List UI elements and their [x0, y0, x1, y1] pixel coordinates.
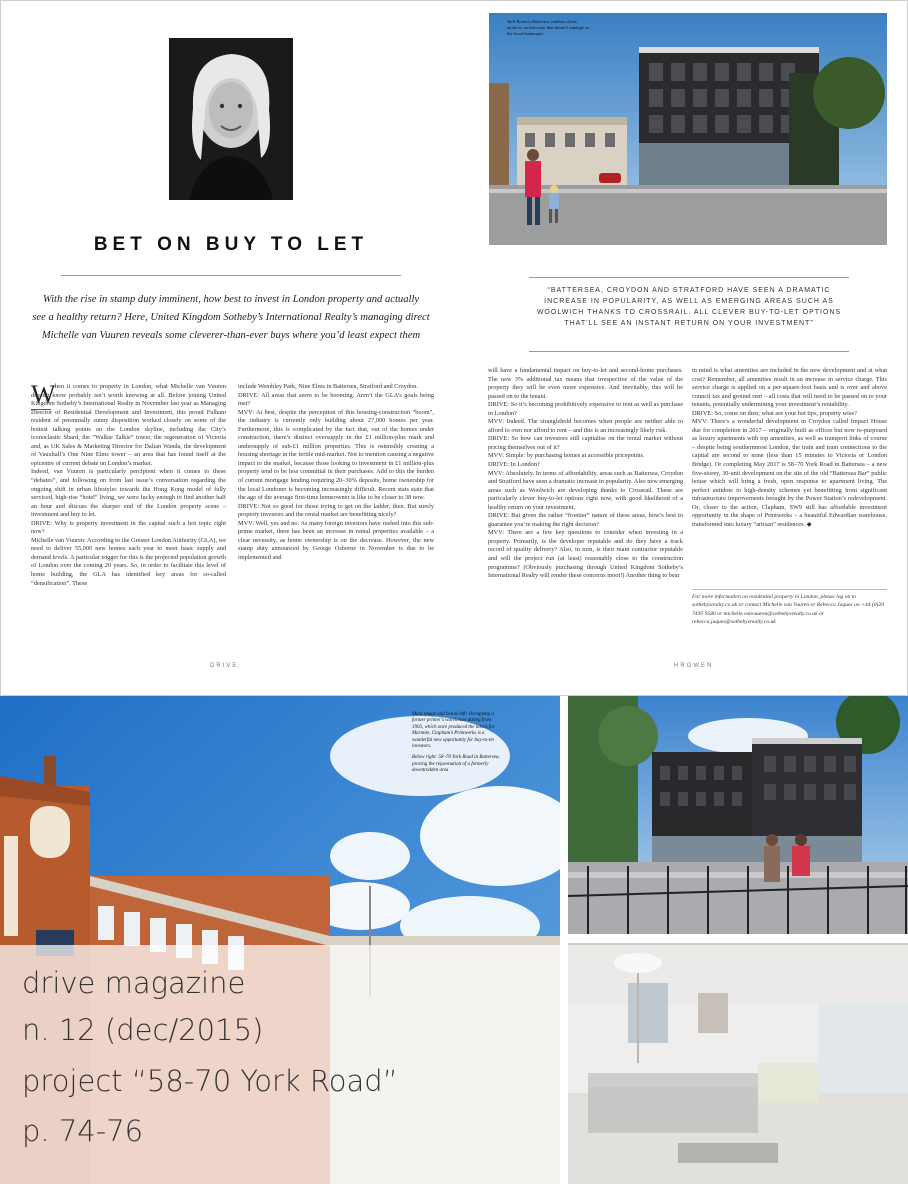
pull-quote: “BATTERSEA, CROYDON AND STRATFORD HAVE SEEN A DRAMATIC INCREASE IN POPULARITY, AS WELL AS EMERGING AREAS SUCH AS WOOLWICH THANKS TO CROSSRAIL. ALL CLEVER BUY-TO-LET OPTIONS THAT’LL SEE AN INSTANT RETURN ON YOUR INVESTMENT” — [536, 287, 842, 327]
article-column-1: hen it comes to property in London, what Michelle van Vuuren doesn’t know probably isn’t worth knowing at all. Before joining United Kingdom Sotheby’s International Realty in November last year as Managing Director of Residential Development and Investment, this proud Fulham resident of perennially sunny disposition worked closely on some of the hottest talking points on the London skyline, including the City’s iconoclastic Shard, the “Walkie Talkie” tower, the regeneration of Victoria and, as UK Sales & Marketing Director for Dalian Wanda, the development of Vauxhall’s One Nine Elms tower – an area that has found itself at the epicentre of current debate on London’s market. Indeed, van Vuuren is particularly percipient when it comes to these “debates”, and following on from last issue’s conversation regarding the ongoing shift in urban lifestyles towards the Hong Kong model of fully serviced, high-rise “hotel” living, we were lucky enough to find another half an hour and discuss the sharper end of the London property scene – investment and buy to let. DRIVE: Why is property investment in the capital such a hot topic right now? Michelle van Vuuren: According to the Greater London Authority (GLA), we need to deliver 55,000 new homes each year to meet basic supply and demand levels. A particular trigger for this is the projected population growth of London over the coming 20 years. So, in order to facilitate this level of home building, the GLA has identified key areas for so-called “densification”. These — [31, 383, 226, 587]
page-range: p. 74-76 — [22, 1114, 144, 1148]
pull-quote-rule-bottom — [529, 351, 849, 352]
folio-left: DRIVE — [210, 663, 239, 669]
article-column-4: in mind is what amenities are included in the new development and at what cost? Remember, all amenities result in an increase in service charge. This service charge is applied on a per-square-foot basis and is over and above council tax and ground rent – all costs that will need to be passed on to your tenants, potentially undermining your investment’s rentability. DRIVE: So, come on then; what are your hot tips, property wise? MVV: There’s a wonderful development in Croydon called Impact House due for completion in 2017 – originally built as offices but now re-purposed as luxury apartments with top amenities, as well as transport links of course – despite being southernmost London, the train and tram connections to the capital are second to none (less than 15 minutes to Victoria or London Bridge). Or completing May 2017 is 58–70 York Road in Battersea – a new five-storey, 30-unit development on the site of the old “Battersea Bar” public house which will bring a fresh, open response to apartment living. The perfect antidote to high-density schemes yet benefitting from significant infrastructure improvements brought by the Power Station’s redevelopment. Or, closer to the action, Clapham, SW9 still has affordable investment opportunity in the shape of Printwerks – a beautiful Edwardian warehouse, transformed into luxury “artisan” residences. ◆ — [692, 367, 887, 528]
headline-rule — [61, 275, 401, 276]
factory-caption-main: Main image and below left: Occupying a former printer’s warehouse dating from 1903, which once produced the labels for Marmite, Clapham’s Printwerks is a wonderful new opportunity for buy-to-let investors. — [412, 712, 495, 750]
issue-number: n. 12 (dec/2015) — [22, 1013, 264, 1047]
york-road-rendering-image — [568, 696, 908, 934]
york-road-hero-image — [489, 13, 887, 245]
folio-right: HROWEN — [674, 663, 714, 669]
hero-caption: York Road in Battersea exhibits clean, modern, architecture that doesn’t impinge on the local landscape. — [507, 19, 590, 36]
publication-name: drive magazine — [22, 966, 246, 1000]
portrait-photo — [169, 38, 293, 200]
standfirst: With the rise in stamp duty imminent, how best to invest in London property and actually see a healthy return? Here, United Kingdom Sotheby’s International Realty’s managing direct Michelle van Vuuren reveals some cleverer-than-ever buys where you’d least expect them — [32, 294, 430, 341]
factory-caption-below-right: Below right: 58–70 York Road in Battersea, proving the rejuvenation of a formerly downtrodden area — [412, 755, 500, 774]
info-note-rule — [692, 589, 887, 590]
drop-cap: W — [31, 380, 56, 409]
article-column-2: include Wembley Park, Nine Elms in Battersea, Stratford and Croydon. DRIVE: All areas that seem to be booming. Aren’t the GLA’s goals being met? MVV: At best, despite the perception of this housing-construction “boom”, the industry is currently only building about 27,000 homes per year. Furthermore, this is complicated by the fact that, out of the homes under construction, there’s distinct oversupply in the £1 million-plus mark and undersupply of sub-£1 million properties. This is ostensibly creating a housing shortage in the fertile mid-market. Not to mention causing a negative impact to the market, because those looking to investment in £1 million-plus property tend to be less committal in their purchases. Add to this the burden of current mortgage lending requiring 20–30% deposits, home ownership for the local Londoner is becoming increasingly difficult. Recent stats state that the age of the average first-time homeowner is like to be closer to 38 now. DRIVE: Not so good for those trying to get on the ladder, then. But surely property investors and the rental market are benefitting nicely? MVV: Well, yes and no. As many foreign investors have rushed into this sub-prime market, there has been an increase in rental properties available – a clear necessity, as home ownership is on the decrease. However, the new stamp duty announced by George Osborne in November is due to be implemented and — [238, 383, 434, 561]
factory-caption — [412, 712, 502, 775]
info-note: For more information on residential property in London, please log on to sothebysrealty.co.uk or contact Michelle van Vuuren or Rebecca Jaques on +44 (0)20 7495 9580 or michelle.vanvuuren@sothebysrealty.co.uk or rebecca.jaques@sothebysrealty.co.uk — [692, 594, 884, 626]
pull-quote-rule-top — [529, 277, 849, 278]
headline: BET ON BUY TO LET — [93, 234, 369, 255]
article-column-3: will have a fundamental impact on buy-to-let and second-home purchases. The new 3% additional tax means that irrespective of the value of the property they will be even more expensive. And inevitably, this will be passed on to the tenant. DRIVE: So it’s becoming prohibitively expensive to rent as well as purchase in London? MVV: Indeed. The stranglehold becomes when people are neither able to afford to own nor afford to rent – and this is an increasingly likely risk. DRIVE: So how can investors still capitalise on the rental market without pricing themselves out of it? MVV: Simple: by purchasing homes at accessible pricepoints. DRIVE: In London? MVV: Absolutely. In terms of affordability, areas such as Battersea, Croydon and Stratford have seen a dramatic increase in popularity. Also new emerging areas such as Woolwich are developing thanks to Crossrail. These are particularly clever buy-to-let options right now, with good likelihood of a healthy return on your investment. DRIVE: But given the rather “frontier” nature of these areas, how’s best to guarantee you’re making the right decision? MVV: There are a few key questions to consider when investing in a property. Primarily, is the developer reputable and do they have a track record of quality delivery? Also, in turn, is their main contractor reputable and will the project run (at least) reasonably close to the construction programme? (Obviously purchasing through United Kingdom Sotheby’s International Realty will render these concerns moot!) Another thing to bear — [488, 367, 683, 580]
project-name: project “58-70 York Road” — [22, 1064, 398, 1098]
